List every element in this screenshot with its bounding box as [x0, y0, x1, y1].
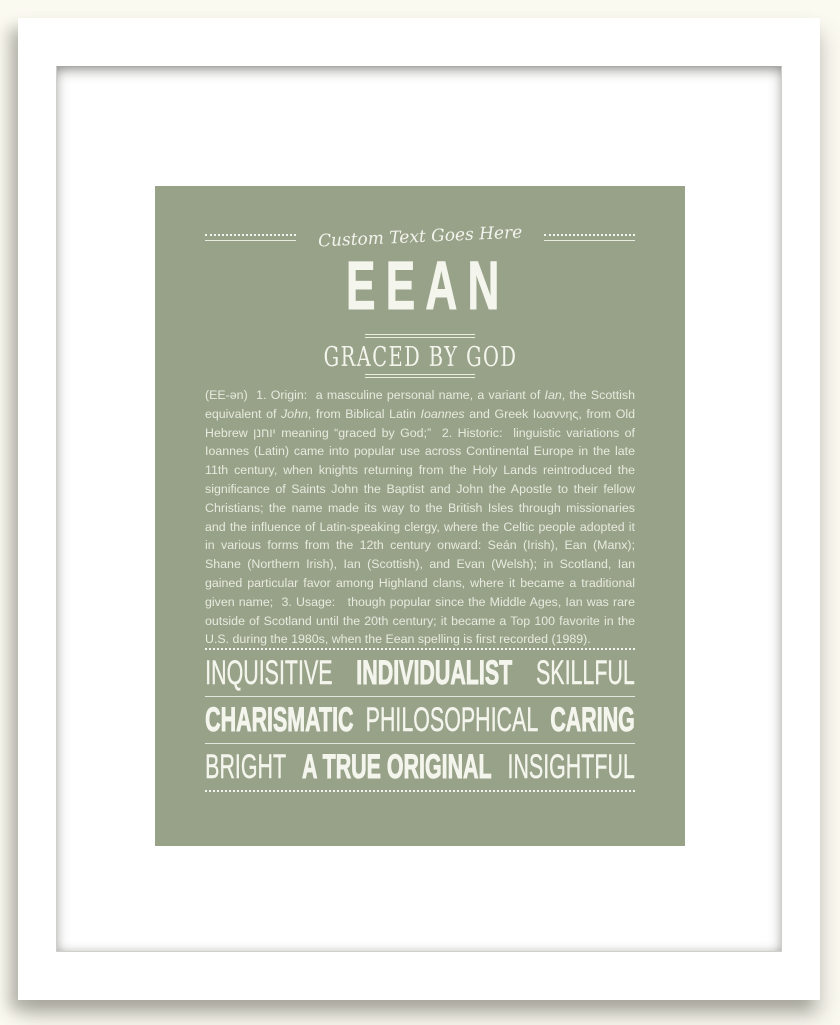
- meaning-subtitle: GRACED BY GOD: [324, 342, 518, 373]
- trait-word: PHILOSOPHICAL: [365, 701, 539, 739]
- art-print: [155, 186, 685, 846]
- description-segment: , the Scottish equivalent of: [205, 388, 635, 421]
- dotted-line-left: [205, 234, 296, 241]
- trait-line: [205, 650, 635, 696]
- custom-text-label: Custom Text Goes Here: [317, 222, 523, 252]
- trait-line: [205, 697, 635, 743]
- dotted-line-right: [544, 234, 635, 241]
- frame-mat: [56, 66, 782, 952]
- trait-word: INQUISITIVE: [205, 654, 333, 692]
- name-title-row: [155, 247, 685, 324]
- trait-word: INDIVIDUALIST: [356, 654, 513, 692]
- trait-word: A TRUE ORIGINAL: [301, 748, 492, 786]
- description-text: [205, 388, 635, 646]
- description-segment: and Greek Ιωαννης, from Old Hebrew יוחנן meaning “graced by God;” 2. Historic: linguistic variations of Ioannes (Latin) came into popular use across Continental Europe in the late 11th century, when knights returning from the Holy Lands reintroduced the significance of Saints John the Baptist and John the Apostle to their fellow Christians; the name made its way to the British Isles through missionaries and the influence of Latin-speaking clergy, where the Celtic people adopted it in various forms from the 12th century onward: Seán (Irish), Ean (Manx); Shane (Northern Irish), Ian (Scottish), and Evan (Welsh); in Scotland, Ian gained particular favor among Highland clans, where it became a traditional given name; 3. Usage: though popular since the Middle Ages, Ian was rare outside of Scotland until the 20th century; it became a Top 100 favorite in the U.S. during the 1980s, when the Eean spelling is first recorded (1989).: [205, 406, 635, 647]
- trait-line: [205, 744, 635, 790]
- description-segment: (EE-ən) 1. Origin: a masculine personal name, a variant of: [205, 388, 545, 402]
- description-segment: Ioannes: [420, 406, 465, 421]
- description-paragraph: [205, 386, 635, 649]
- trait-word: CHARISMATIC: [205, 701, 354, 739]
- picture-frame: [18, 18, 820, 1000]
- double-line-divider-top: [365, 334, 475, 338]
- name-title: EEAN: [346, 247, 510, 324]
- traits-dotted-rule-bottom: [205, 790, 635, 792]
- trait-word: SKILLFUL: [535, 654, 635, 692]
- description-segment: John: [280, 406, 308, 421]
- trait-word: BRIGHT: [205, 748, 287, 786]
- double-line-divider-bottom: [365, 374, 475, 378]
- trait-word: INSIGHTFUL: [507, 748, 635, 786]
- meaning-subtitle-row: [155, 344, 685, 372]
- description-segment: Ian: [544, 388, 562, 402]
- trait-word: CARING: [550, 701, 635, 739]
- traits-section: [205, 648, 635, 792]
- description-segment: , from Biblical Latin: [307, 406, 421, 421]
